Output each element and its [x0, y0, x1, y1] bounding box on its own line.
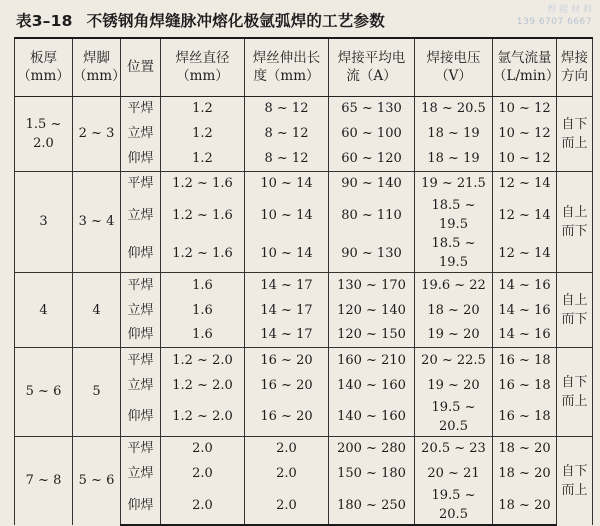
cell-direction [557, 96, 593, 171]
cell-current: 90 ~ 140 [329, 171, 415, 196]
cell-voltage: 19.6 ~ 22 [415, 273, 493, 298]
direction-line-2: 而上 [561, 135, 588, 151]
watermark [517, 4, 592, 28]
cell-voltage: 18 ~ 19 [415, 146, 493, 171]
header-gas-flow: 氩气流量 （L/min） [493, 38, 557, 96]
cell-stickout: 8 ~ 12 [245, 121, 329, 146]
cell-wire-diameter: 2.0 [161, 436, 245, 461]
cell-position: 平焊 [121, 273, 161, 298]
cell-position: 平焊 [121, 171, 161, 196]
cell-stickout: 14 ~ 17 [245, 323, 329, 348]
cell-gas-flow: 18 ~ 20 [493, 461, 557, 486]
cell-position: 仰焊 [121, 398, 161, 437]
cell-current: 120 ~ 150 [329, 323, 415, 348]
cell-stickout: 16 ~ 20 [245, 398, 329, 437]
table-title [16, 9, 385, 31]
cell-thickness: 4 [15, 273, 73, 348]
table-row [15, 348, 593, 373]
cell-stickout: 14 ~ 17 [245, 273, 329, 298]
cell-voltage: 20 ~ 22.5 [415, 348, 493, 373]
table-row [15, 171, 593, 196]
cell-direction [557, 171, 593, 273]
direction-line-1: 自上 [561, 204, 588, 220]
cell-gas-flow: 12 ~ 14 [493, 171, 557, 196]
cell-gas-flow: 16 ~ 18 [493, 373, 557, 398]
table-row [15, 96, 593, 121]
cell-stickout: 10 ~ 14 [245, 171, 329, 196]
cell-thickness: 5 ~ 6 [15, 348, 73, 437]
cell-voltage: 19.5 ~ 20.5 [415, 486, 493, 525]
direction-line-1: 自下 [561, 116, 588, 132]
cell-position: 立焊 [121, 121, 161, 146]
cell-gas-flow: 16 ~ 18 [493, 348, 557, 373]
cell-voltage: 19.5 ~ 20.5 [415, 398, 493, 437]
cell-position: 仰焊 [121, 234, 161, 273]
header-row [15, 38, 593, 96]
cell-current: 80 ~ 110 [329, 196, 415, 234]
cell-current: 60 ~ 120 [329, 146, 415, 171]
cell-stickout: 8 ~ 12 [245, 146, 329, 171]
cell-wire-diameter: 1.2 [161, 146, 245, 171]
cell-stickout: 2.0 [245, 461, 329, 486]
direction-line-1: 自上 [561, 293, 588, 308]
cell-wire-diameter: 1.6 [161, 323, 245, 348]
cell-gas-flow: 10 ~ 12 [493, 146, 557, 171]
cell-thickness: 7 ~ 8 [15, 436, 73, 525]
cell-current: 120 ~ 140 [329, 298, 415, 323]
cell-stickout: 10 ~ 14 [245, 196, 329, 234]
header-stickout: 焊丝伸出长 度（mm） [245, 38, 329, 96]
cell-position: 立焊 [121, 298, 161, 323]
cell-position: 平焊 [121, 436, 161, 461]
direction-line-2: 而下 [561, 312, 588, 327]
cell-gas-flow: 10 ~ 12 [493, 121, 557, 146]
cell-position: 平焊 [121, 348, 161, 373]
cell-current: 140 ~ 160 [329, 398, 415, 437]
direction-line-2: 而上 [561, 393, 588, 409]
header-leg: 焊脚 （mm） [73, 38, 121, 96]
cell-voltage: 18 ~ 19 [415, 121, 493, 146]
cell-leg: 4 [73, 273, 121, 348]
cell-current: 180 ~ 250 [329, 486, 415, 525]
cell-stickout: 2.0 [245, 486, 329, 525]
cell-wire-diameter: 1.2 ~ 2.0 [161, 398, 245, 437]
cell-wire-diameter: 2.0 [161, 486, 245, 525]
cell-wire-diameter: 1.2 [161, 96, 245, 121]
cell-leg: 5 [73, 348, 121, 437]
cell-position: 仰焊 [121, 323, 161, 348]
cell-current: 90 ~ 130 [329, 234, 415, 273]
header-current: 焊接平均电 流（A） [329, 38, 415, 96]
cell-position: 平焊 [121, 96, 161, 121]
cell-gas-flow: 14 ~ 16 [493, 298, 557, 323]
cell-position: 立焊 [121, 196, 161, 234]
cell-stickout: 16 ~ 20 [245, 373, 329, 398]
cell-stickout: 14 ~ 17 [245, 298, 329, 323]
cell-current: 200 ~ 280 [329, 436, 415, 461]
watermark-line2: 139 6707 6667 [516, 17, 592, 27]
header-wire-diameter: 焊丝直径 （mm） [161, 38, 245, 96]
header-position: 位置 [121, 38, 161, 96]
cell-wire-diameter: 1.2 ~ 1.6 [161, 196, 245, 234]
direction-line-1: 自下 [561, 374, 588, 390]
cell-current: 65 ~ 130 [329, 96, 415, 121]
cell-voltage: 20.5 ~ 23 [415, 436, 493, 461]
cell-current: 140 ~ 160 [329, 373, 415, 398]
table-body [15, 96, 593, 525]
cell-current: 60 ~ 100 [329, 121, 415, 146]
cell-direction [557, 273, 593, 348]
cell-voltage: 18.5 ~ 19.5 [415, 196, 493, 234]
cell-gas-flow: 14 ~ 16 [493, 273, 557, 298]
cell-stickout: 8 ~ 12 [245, 96, 329, 121]
header-direction: 焊接 方向 [557, 38, 593, 96]
table-row [15, 273, 593, 298]
cell-leg: 2 ~ 3 [73, 96, 121, 171]
cell-wire-diameter: 1.2 ~ 2.0 [161, 348, 245, 373]
direction-line-2: 而上 [561, 482, 588, 498]
cell-wire-diameter: 1.6 [161, 273, 245, 298]
cell-wire-diameter: 1.2 ~ 1.6 [161, 234, 245, 273]
table-caption: 不锈钢角焊缝脉冲熔化极氩弧焊的工艺参数 [86, 12, 385, 30]
cell-stickout: 16 ~ 20 [245, 348, 329, 373]
table-number: 表3–18 [16, 12, 73, 30]
cell-gas-flow: 12 ~ 14 [493, 196, 557, 234]
header-voltage: 焊接电压 （V） [415, 38, 493, 96]
cell-thickness: 3 [15, 171, 73, 273]
cell-position: 立焊 [121, 373, 161, 398]
cell-voltage: 18.5 ~ 19.5 [415, 234, 493, 273]
cell-direction [557, 436, 593, 525]
cell-voltage: 18 ~ 20 [415, 298, 493, 323]
cell-current: 130 ~ 170 [329, 273, 415, 298]
cell-voltage: 20 ~ 21 [415, 461, 493, 486]
cell-position: 仰焊 [121, 146, 161, 171]
cell-wire-diameter: 1.2 [161, 121, 245, 146]
cell-position: 立焊 [121, 461, 161, 486]
cell-voltage: 18 ~ 20.5 [415, 96, 493, 121]
cell-leg: 3 ~ 4 [73, 171, 121, 273]
table-row [15, 436, 593, 461]
cell-stickout: 10 ~ 14 [245, 234, 329, 273]
cell-wire-diameter: 1.6 [161, 298, 245, 323]
header-thickness: 板厚 （mm） [15, 38, 73, 96]
cell-voltage: 19 ~ 20 [415, 323, 493, 348]
cell-gas-flow: 10 ~ 12 [493, 96, 557, 121]
cell-current: 150 ~ 180 [329, 461, 415, 486]
parameter-table [14, 37, 593, 526]
cell-voltage: 19 ~ 20 [415, 373, 493, 398]
cell-position: 仰焊 [121, 486, 161, 525]
direction-line-1: 自下 [561, 463, 588, 479]
cell-voltage: 19 ~ 21.5 [415, 171, 493, 196]
cell-wire-diameter: 2.0 [161, 461, 245, 486]
cell-gas-flow: 14 ~ 16 [493, 323, 557, 348]
cell-leg: 5 ~ 6 [73, 436, 121, 525]
direction-line-2: 而下 [561, 223, 588, 239]
cell-current: 160 ~ 210 [329, 348, 415, 373]
cell-direction [557, 348, 593, 437]
cell-wire-diameter: 1.2 ~ 2.0 [161, 373, 245, 398]
cell-gas-flow: 18 ~ 20 [493, 486, 557, 525]
cell-gas-flow: 12 ~ 14 [493, 234, 557, 273]
cell-wire-diameter: 1.2 ~ 1.6 [161, 171, 245, 196]
cell-thickness: 1.5 ~ 2.0 [15, 96, 73, 171]
watermark-line1: 焊 接 材 料 [547, 5, 592, 15]
cell-gas-flow: 16 ~ 18 [493, 398, 557, 437]
cell-gas-flow: 18 ~ 20 [493, 436, 557, 461]
cell-stickout: 2.0 [245, 436, 329, 461]
